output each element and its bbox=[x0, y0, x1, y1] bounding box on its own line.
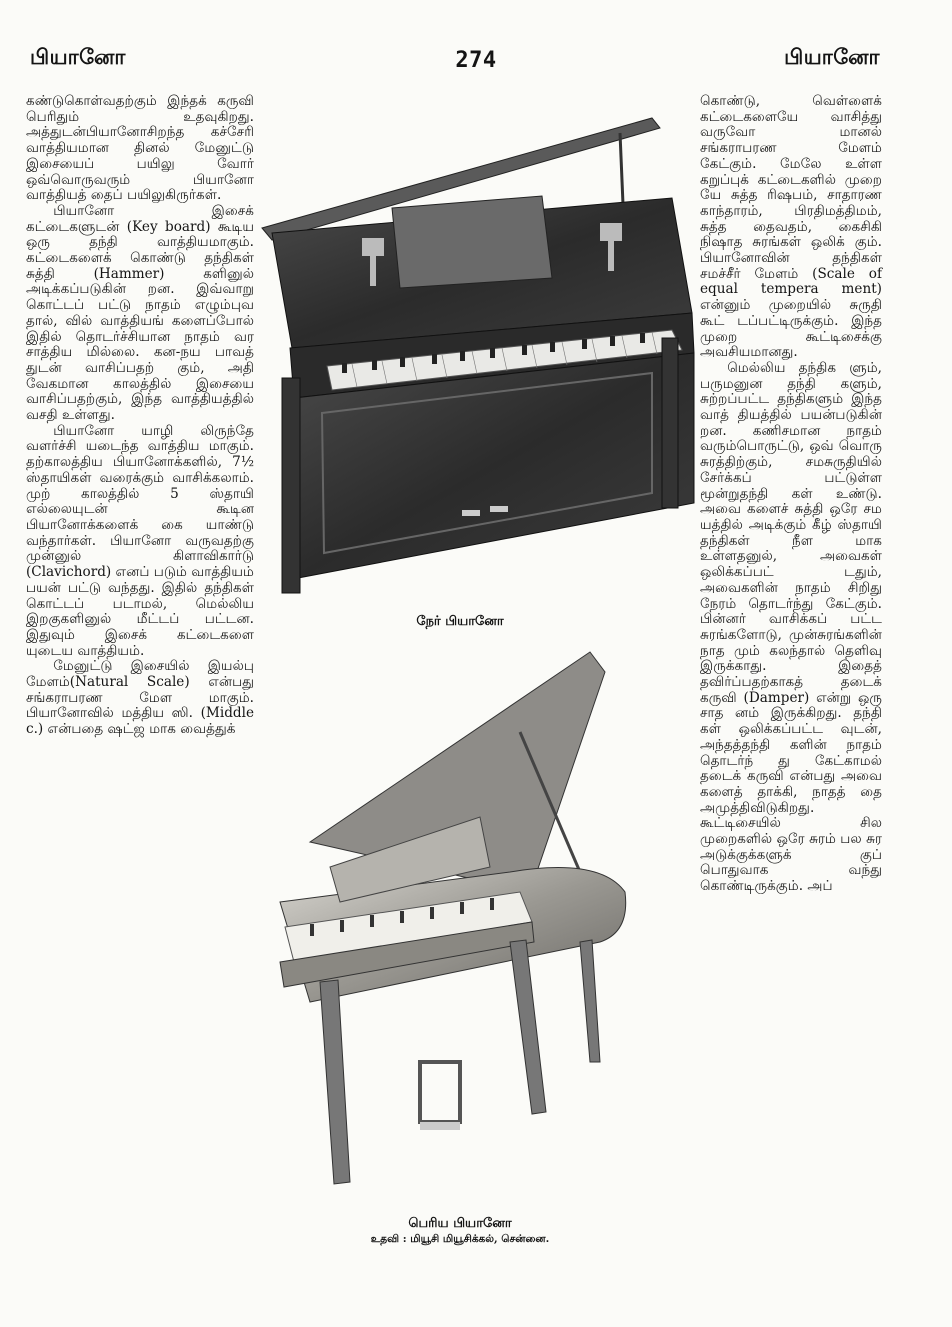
upright-piano-caption: நேர் பியானோ bbox=[416, 614, 504, 629]
page-number: 274 bbox=[455, 48, 497, 73]
upright-piano-illustration bbox=[232, 108, 700, 608]
header-left-title: பியானோ bbox=[30, 44, 126, 69]
right-paragraph-1: கொண்டு, வெள்ளைக் கட்டைகளையே வாசித்து வருவோ மானல் சங்கராபரண மேளம் கேட்கும். மேலே உள்ள கறுப்புக் கட்டைகளில் முறை யே சுத்த ரிஷபம், சாதாரண காந்தாரம், பிரதிமத்திமம், சுத்த தைவதம், கைசிகி நிஷாத சுரங்கள் ஒலிக் கும். பியானோவின் தந்திகள் சமச்சீர் மேளம் (Scale of equal tempera ment) என்னும் முறையில் சுருதி கூட் டப்பட்டிருக்கும். இந்த முறை கூட்டிசைக்கு அவசியமானது. bbox=[700, 93, 882, 361]
left-paragraph-4: மேனுட்டு இசையில் இயல்பு மேளம்(Natural Scale) என்பது சங்கராபரண மேள மாகும். பியானோவில் மத்திய ஸி. (Middle c.) என்பதை ஷட்ஜ மாக வைத்துக் bbox=[26, 658, 254, 738]
right-text-column bbox=[700, 94, 882, 895]
left-paragraph-1: கண்டுகொள்வதற்கும் இந்தக் கருவி பெரிதும் உதவுகிறது. அத்துடன்பியானோசிறந்த கச்சேரி வாத்தியமான தினல் மேனுட்டு இசையைப் பயிலு வோர் ஒவ்வொருவரும் பியானோ வாத்தியத் தைப் பயிலுகிருர்கள். bbox=[26, 93, 254, 204]
right-paragraph-2: மெல்லிய தந்திக ளும், பருமனுன தந்தி களும், சுற்றப்பட்ட தந்திகளும் இந்த வாத் தியத்தில் பயன்படுகின் றன. கணிசமான நாதம் வரும்பொருட்டு, ஒவ் வொரு சுரத்திற்கும், சமசுருதியில் சேர்க்கப் பட்டுள்ள மூன்றுதந்தி கள் உண்டு. அவை களைச் சுத்தி ஒரே சம யத்தில் அடிக்கும் கீழ் ஸ்தாயி தந்திகள் நீள மாக உள்ளதனுல், அவைகள் ஒலிக்கப்பட் டதும், அவைகளின் நாதம் சிறிது நேரம் தொடர்ந்து கேட்கும். பின்னர் வாசிக்கப் பட்ட சுரங்களோடு, முன்சுரங்களின் நாத மும் கலந்தால் தெளிவு இருக்காது. இதைத் தவிர்ப்பதற்காகத் தடைக் கருவி (Damper) என்று ஒரு சாத னம் இருக்கிறது. தந்தி கள் ஒலிக்கப்பட்ட வுடன், அந்தத்தந்தி களின் நாதம் தொடர்ந் து கேட்காமல் தடைக் கருவி என்பது அவை களைத் தாக்கி, நாதத் தை அமுத்திவிடுகிறது. கூட்டிசையில் சில முறைகளில் ஒரே சுரம் பல சுர அடுக்குக்களுக் குப் பொதுவாக வந்து கொண்டிருக்கும். அப் bbox=[700, 359, 882, 895]
header-right-title: பியானோ bbox=[784, 44, 880, 69]
left-text-column bbox=[26, 94, 254, 738]
left-paragraph-3: பியானோ யாழி லிருந்தே வளர்ச்சி யடைந்த வாத்திய மாகும். தற்காலத்திய பியானோக்களில், 7½ ஸ்தாயிகள் வரைக்கும் வாசிக்கலாம். முற் காலத்தில் 5 ஸ்தாயி எல்லையுடன் கூடின பியானோக்களைக் கை யாண்டு வந்தார்கள். பியானோ வருவதற்கு முன்னுல் கிளாவிகார்டு (Clavichord) எனப் படும் வாத்தியம் பயன் பட்டு வந்தது. இதில் தந்திகள் கொட்டப் படாமல், மெல்லிய இறகுகளினுல் மீட்டப் பட்டன. இதுவும் இசைக் கட்டைகளை யுடைய வாத்தியம். bbox=[26, 422, 254, 659]
grand-piano-figure bbox=[270, 642, 632, 1202]
photo-credit: உதவி : மியூசி மியூசிக்கல், சென்னை. bbox=[370, 1233, 550, 1245]
left-paragraph-2: பியானோ இசைக் கட்டைகளுடன் (Key board) கூடிய ஒரு தந்தி வாத்தியமாகும். கட்டைகளைக் கொண்டு தந்திகள் சுத்தி (Hammer) களினுல் அடிக்கப்படுகின் றன. இவ்வாறு கொட்டப் பட்டு நாதம் எழும்புவ தால், வில் வாத்தியங் களைப்போல் இதில் தொடர்ச்சியான நாதம் வர சாத்திய மில்லை. கன-நய பாவத் துடன் வாசிப்பதற் கும், அதி வேகமான காலத்தில் இசையை வாசிப்பதற்கும், இந்த வாத்தியத்தில் வசதி உள்ளது. bbox=[26, 202, 254, 424]
grand-piano-caption: பெரிய பியானோ bbox=[408, 1216, 512, 1231]
grand-piano-illustration bbox=[270, 642, 632, 1202]
upright-piano-figure bbox=[232, 108, 700, 608]
